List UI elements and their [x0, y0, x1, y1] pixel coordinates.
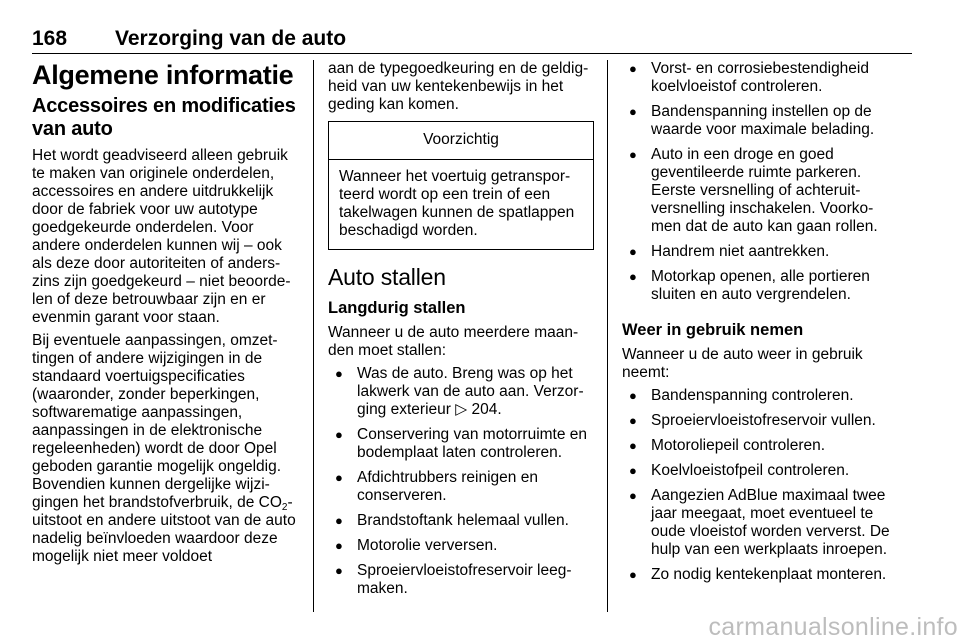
page-reference[interactable]: 204. [467, 401, 502, 418]
page-header [32, 26, 922, 52]
long-term-intro: Wanneer u de auto meerdere maanden moet stallen: [328, 324, 579, 359]
list-item: ● Brandstoftank helemaal vullen. [328, 512, 594, 530]
watermark: carmanualsonline.info [708, 613, 958, 641]
list-item: ● Aangezien AdBlue maximaal twee jaar meegaat, moet eventueel te oude vloeistof worden ververst. De hulp van een werkplaats inroepen. [622, 487, 892, 559]
column-divider-1 [313, 60, 314, 612]
column-3 [622, 60, 892, 591]
section-heading-general: Algemene informatie [32, 60, 294, 90]
list-item: ● Sproeiervloeistofreservoir leegmaken. [328, 562, 594, 598]
reuse-list [622, 387, 892, 584]
section-heading-stalling: Auto stallen [328, 264, 446, 290]
list-item: ● Koelvloeistofpeil controleren. [622, 462, 892, 480]
caution-title: Voorzichtig [329, 122, 593, 160]
list-item: ● Sproeiervloeistofreservoir vullen. [622, 412, 892, 430]
paragraph-original-parts: Het wordt geadviseerd alleen gebruik te maken van originele onderdelen, accessoires en andere uitdrukkelijk door de fabriek voor uw autotype goedgekeurde onderdelen. Voor andere onderdelen kunnen wij – ook als deze door autoriteiten of anderszins zijn goedgekeurd – niet beoordelen of deze betrouwbaar zijn en er evenmin garant voor staan. [32, 147, 291, 326]
reuse-intro: Wanneer u de auto weer in gebruik neemt: [622, 346, 863, 381]
column-divider-2 [607, 60, 608, 612]
list-item: ● Afdichtrubbers reinigen en conserveren. [328, 469, 594, 505]
list-item: ● Handrem niet aantrekken. [622, 243, 892, 261]
list-item: ● Zo nodig kentekenplaat monteren. [622, 566, 892, 584]
list-item: ● Motoroliepeil controleren. [622, 437, 892, 455]
list-item [328, 365, 594, 419]
list-item: ● Bandenspanning controleren. [622, 387, 892, 405]
modifications-text: Bij eventuele aanpassingen, omzettingen of andere wijzigingen in de standaard voertuigspecificaties (waaronder, zonder beperkingen, softwarematige aanpassingen, aanpassingen in de elektronische regeleenheden) wordt de door Opel geboden garantie mogelijk ongeldig. Bovendien kunnen dergelijke wijzigingen het brandstofverbruik, de CO [32, 332, 282, 511]
list-item: ● Motorolie verversen. [328, 537, 594, 555]
stalling-list [328, 365, 594, 598]
co2-subscript: 2 [281, 502, 288, 513]
paragraph-continuation: aan de typegoedkeuring en de geldigheid van uw kentekenbewijs in het geding kan komen. [328, 60, 589, 113]
list-item: ● Vorst- en corrosiebestendigheid koelvloeistof controleren. [622, 60, 892, 96]
subheading-long-term: Langdurig stallen [328, 299, 466, 317]
reference-arrow-icon: ▷ [455, 401, 468, 418]
subheading-accessories: Accessoires en modificaties van auto [32, 95, 296, 140]
column-1 [32, 60, 300, 571]
stalling-list-continued [622, 60, 892, 304]
subheading-reuse: Weer in gebruik nemen [622, 321, 804, 339]
caution-text: Wanneer het voertuig getransporteerd wordt op een trein of een takelwagen kunnen de spatlappen beschadigd worden. [339, 168, 575, 239]
column-2 [328, 60, 594, 605]
wash-text: Was de auto. Breng was op het lakwerk van de auto aan. Verzorging exterieur [357, 365, 584, 418]
list-item: ● Bandenspanning instellen op de waarde voor maximale belading. [622, 103, 892, 139]
list-item: ● Conservering van motorruimte en bodemplaat laten controleren. [328, 426, 594, 462]
running-title: Verzorging van de auto [115, 27, 347, 50]
list-item: ● Auto in een droge en goed geventileerde ruimte parkeren. Eerste versnelling of achteruitversnelling inschakelen. Voorkomen dat de auto kan gaan rollen. [622, 146, 892, 236]
page-number: 168 [32, 27, 68, 50]
list-item: ● Motorkap openen, alle portieren sluiten en auto vergrendelen. [622, 268, 892, 304]
modifications-text-end: -uitstoot en andere uitstoot van de auto nadelig beïnvloeden waardoor deze mogelijk niet meer voldoet [32, 494, 296, 565]
header-divider [32, 53, 912, 54]
paragraph-modifications [32, 332, 300, 566]
caution-box [328, 121, 594, 250]
